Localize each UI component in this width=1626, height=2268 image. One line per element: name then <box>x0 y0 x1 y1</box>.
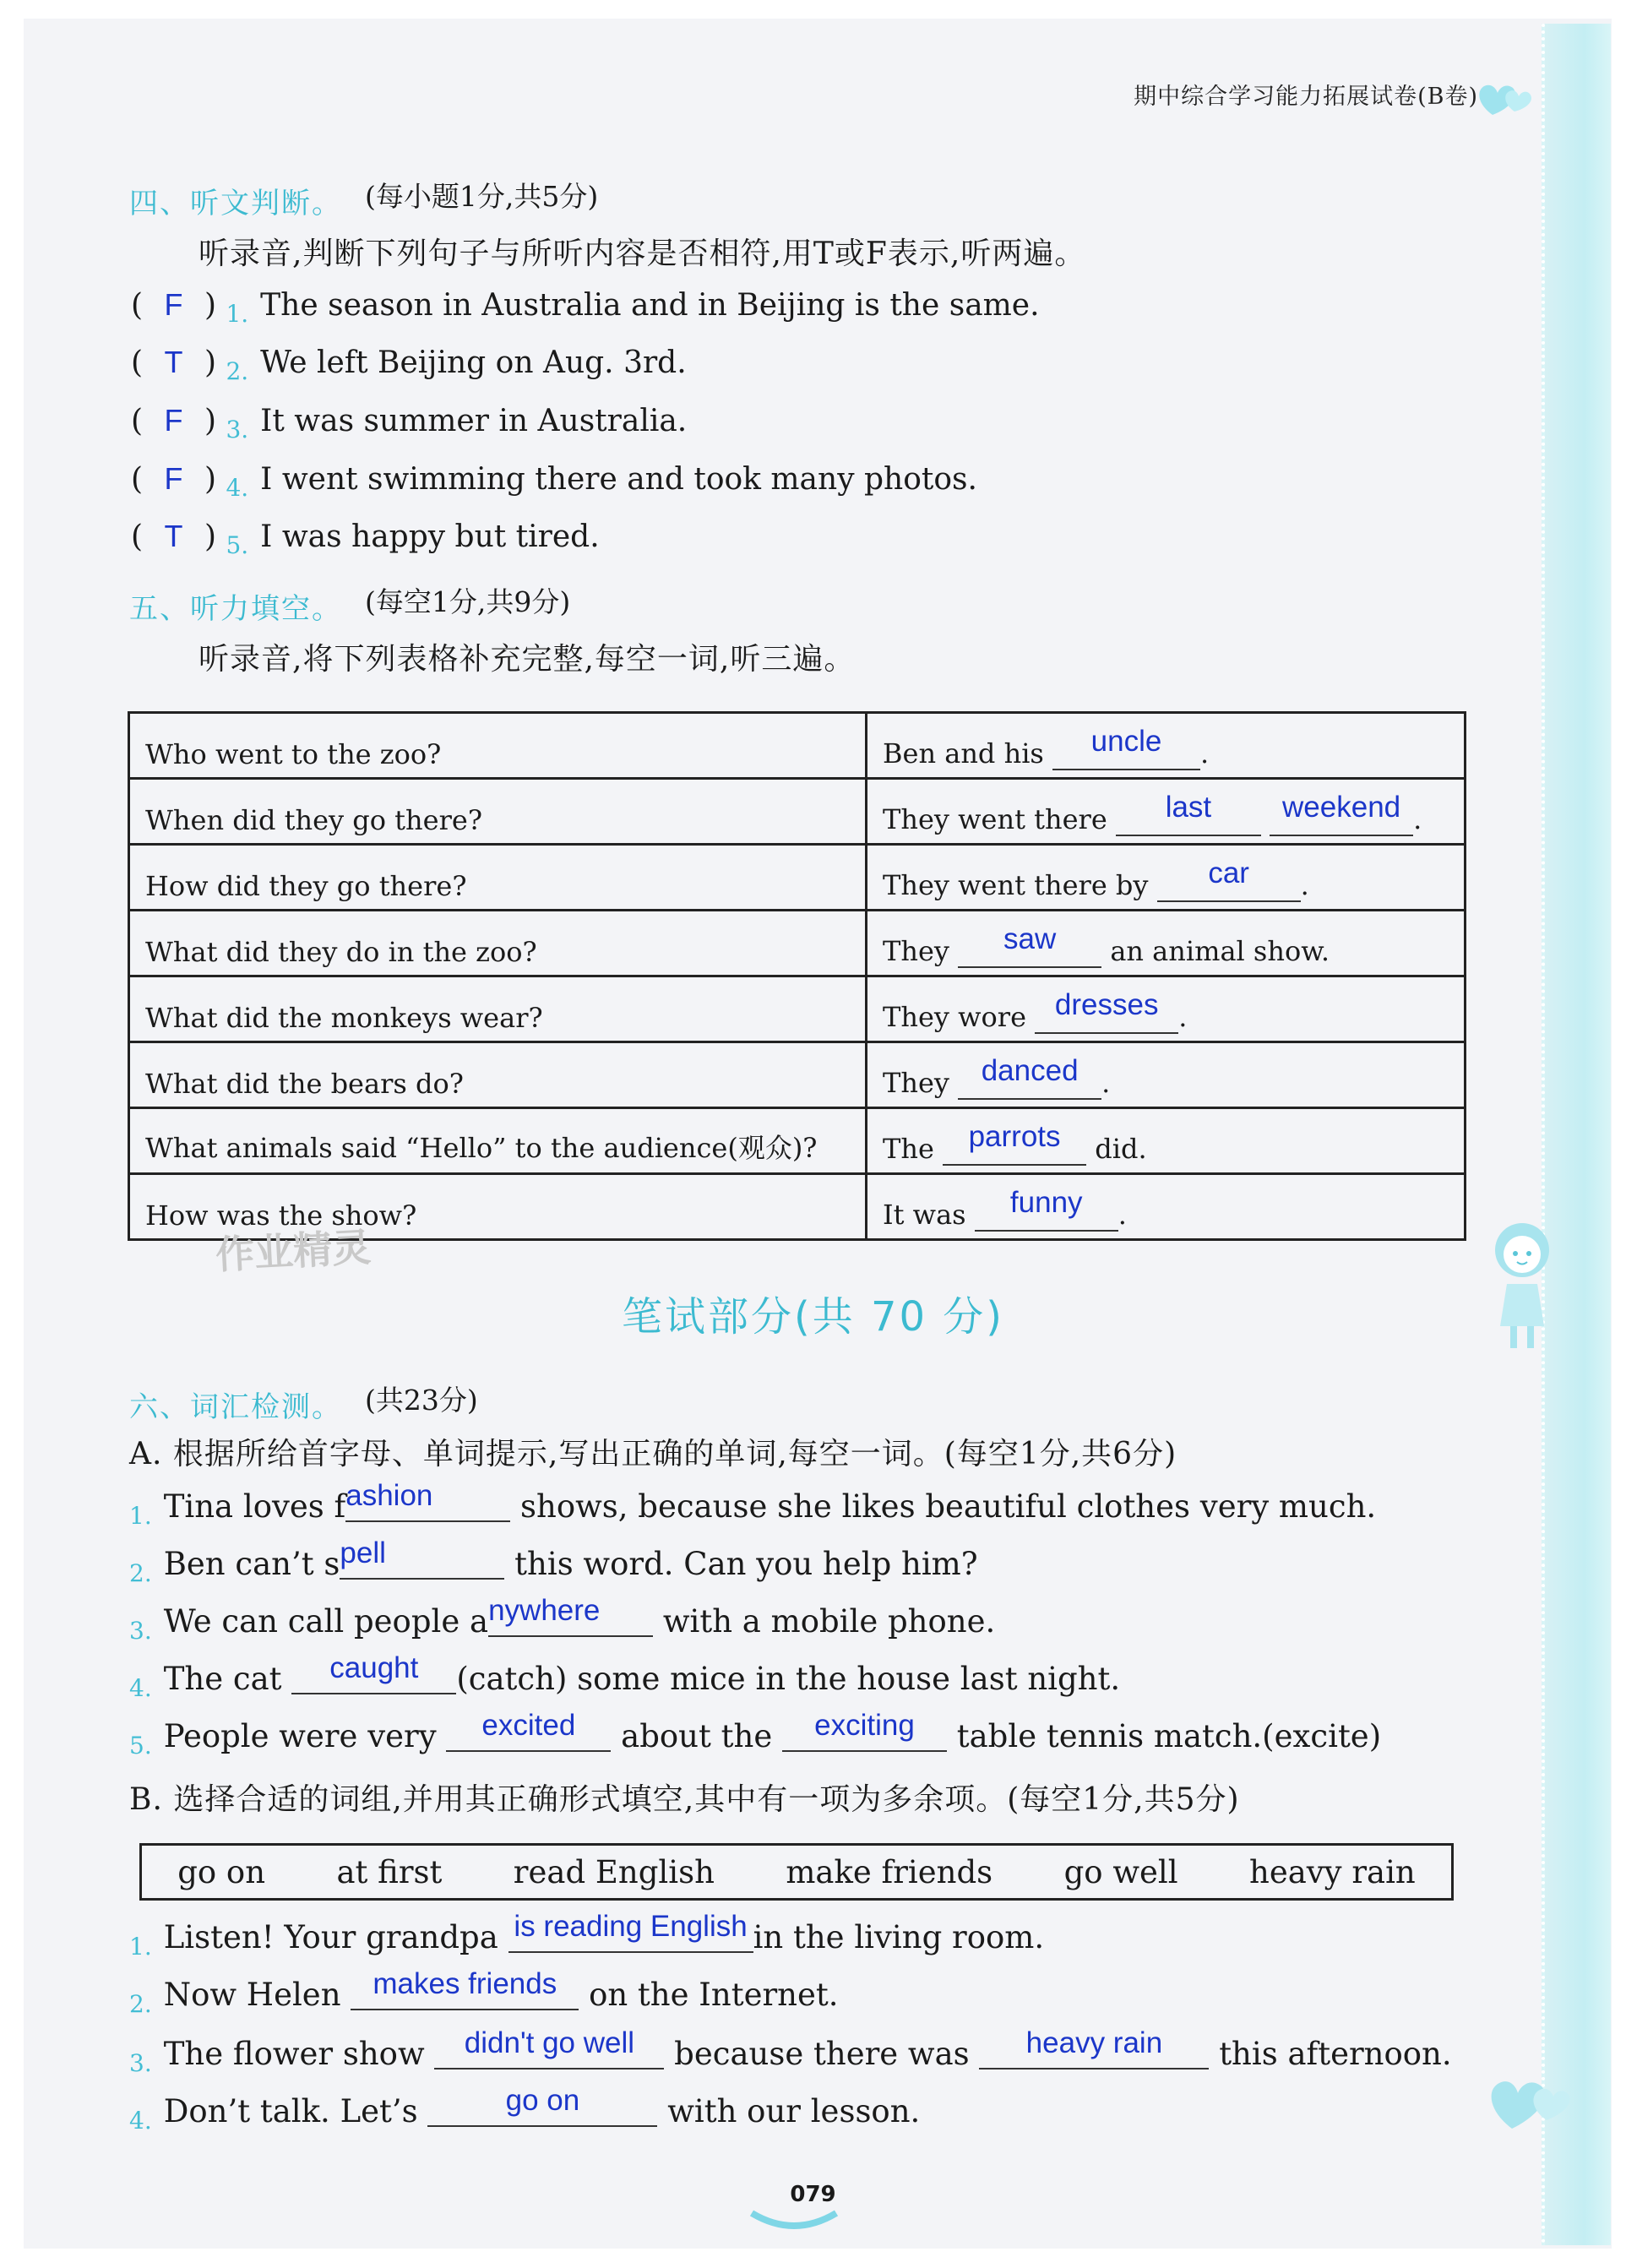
tf-item-5: ( T ) 5. I was happy but tired. <box>131 519 600 559</box>
table-answer-cell <box>867 845 1466 911</box>
table-question: When did they go there? <box>129 779 867 845</box>
sentence-prefix: Tina loves f <box>163 1488 346 1525</box>
sentence-suffix: in the living room. <box>753 1919 1045 1955</box>
handwritten-answer: danced <box>981 1054 1079 1087</box>
phrase-option: heavy rain <box>1248 1853 1416 1890</box>
handwritten-answer: ashion <box>345 1479 433 1512</box>
answer-suffix: . <box>1178 1001 1188 1033</box>
handwritten-answer: car <box>1208 857 1249 889</box>
question-number: 5. <box>129 1732 152 1759</box>
question-number: 1. <box>226 300 249 328</box>
handwritten-answer: weekend <box>1282 791 1401 824</box>
table-question: What did the bears do? <box>129 1042 867 1108</box>
answer-prefix: They <box>883 1067 949 1099</box>
table-answer-cell <box>867 911 1466 976</box>
heart-decoration-icon <box>1474 73 1542 123</box>
part-a-instruction: A. 根据所给首字母、单词提示,写出正确的单词,每空一词。(每空1分,共6分) <box>129 1437 1177 1471</box>
sentence-prefix: Don’t talk. Let’s <box>163 2093 418 2129</box>
handwritten-answer: uncle <box>1090 725 1162 758</box>
table-row <box>129 1108 1466 1174</box>
part-a-item-2 <box>129 1536 978 1587</box>
part-a-item-1 <box>129 1479 1377 1530</box>
handwritten-answer: didn't go well <box>464 2026 635 2059</box>
handwritten-answer: saw <box>1003 922 1057 955</box>
answer-prefix: They <box>883 935 949 967</box>
question-number: 5. <box>226 531 249 559</box>
answer-blank <box>446 1709 611 1752</box>
answer-prefix: Ben and his <box>883 737 1044 770</box>
sentence-suffix: table tennis match.(excite) <box>956 1718 1382 1754</box>
tf-answer: F <box>164 287 183 322</box>
sentence-suffix: on the Internet. <box>589 1977 839 2013</box>
tf-item-2: ( T ) 2. We left Beijing on Aug. 3rd. <box>131 345 687 385</box>
part-a-item-3 <box>129 1594 996 1645</box>
sentence-prefix: Listen! Your grandpa <box>163 1919 498 1955</box>
sentence-prefix: Ben can’t s <box>163 1546 340 1582</box>
answer-blank <box>340 1536 504 1580</box>
answer-blank <box>958 922 1101 968</box>
handwritten-answer: exciting <box>814 1709 915 1742</box>
tf-answer: T <box>164 519 183 553</box>
girl-cartoon-icon <box>1488 1208 1556 1360</box>
handwritten-answer: is reading English <box>514 1910 748 1943</box>
handwritten-answer: parrots <box>968 1120 1061 1153</box>
part-b-item-4 <box>129 2084 921 2135</box>
answer-blank <box>1270 791 1413 836</box>
table-question: Who went to the zoo? <box>129 713 867 779</box>
answer-prefix: They went there by <box>883 869 1149 901</box>
section-6-note: (共23分) <box>365 1384 478 1417</box>
handwritten-answer: go on <box>505 2084 580 2117</box>
answer-prefix: They wore <box>883 1001 1027 1033</box>
part-a-item-5 <box>129 1709 1382 1759</box>
section-5-title: 五、听力填空。 <box>129 592 342 626</box>
answer-blank <box>782 1709 947 1752</box>
answer-blank <box>291 1651 456 1694</box>
sentence-suffix: with a mobile phone. <box>662 1603 996 1640</box>
handwritten-answer: funny <box>1009 1186 1083 1219</box>
answer-blank <box>943 1120 1086 1166</box>
section-4-note: (每小题1分,共5分) <box>365 180 599 213</box>
handwritten-answer: excited <box>481 1709 576 1742</box>
answer-prefix: It was <box>883 1199 966 1231</box>
handwritten-answer: last <box>1165 791 1212 824</box>
question-number: 3. <box>226 416 249 443</box>
answer-suffix: . <box>1300 869 1309 901</box>
sentence-suffix: this afternoon. <box>1219 2036 1452 2072</box>
phrase-option: read English <box>513 1853 715 1890</box>
table-question: What did they do in the zoo? <box>129 911 867 976</box>
page-header-title: 期中综合学习能力拓展试卷(B卷) <box>1134 84 1478 110</box>
answer-blank <box>958 1054 1101 1100</box>
sentence-prefix: Now Helen <box>163 1977 341 2013</box>
question-number: 4. <box>129 1674 152 1702</box>
decorative-side-strip <box>1542 24 1611 2245</box>
handwritten-answer: caught <box>329 1651 419 1684</box>
tf-statement: We left Beijing on Aug. 3rd. <box>260 345 687 380</box>
written-part-title: 笔试部分(共 70 分) <box>621 1293 1005 1341</box>
answer-blank <box>1116 791 1261 836</box>
part-b-instruction: B. 选择合适的词组,并用其正确形式填空,其中有一项为多余项。(每空1分,共5分) <box>129 1782 1240 1817</box>
tf-item-3: ( F ) 3. It was summer in Australia. <box>131 403 688 443</box>
phrase-option: at first <box>336 1853 443 1890</box>
question-number: 2. <box>129 1559 152 1587</box>
page-number-swoosh-icon <box>743 2205 845 2238</box>
sentence-prefix: We can call people a <box>163 1603 489 1640</box>
sentence-suffix: with our lesson. <box>667 2093 921 2129</box>
table-row <box>129 713 1466 779</box>
heart-bottom-decoration-icon <box>1482 2061 1575 2137</box>
tf-statement: The season in Australia and in Beijing is the same. <box>260 288 1040 323</box>
sentence-suffix: shows, because she likes beautiful clothes very much. <box>520 1488 1377 1525</box>
table-answer-cell <box>867 1108 1466 1174</box>
tf-statement: I was happy but tired. <box>260 519 600 554</box>
table-row <box>129 976 1466 1042</box>
answer-blank <box>508 1910 753 1953</box>
answer-blank <box>434 2026 664 2069</box>
table-answer-cell <box>867 1174 1466 1240</box>
sentence-middle: about the <box>621 1718 773 1754</box>
table-answer-cell <box>867 713 1466 779</box>
answer-blank <box>345 1479 510 1522</box>
question-number: 1. <box>129 1502 152 1530</box>
part-a-item-4 <box>129 1651 1121 1702</box>
handwritten-answer: nywhere <box>488 1594 601 1627</box>
question-number: 2. <box>129 1990 152 2018</box>
page-number: 079 <box>790 2182 836 2207</box>
section-5-instruction: 听录音,将下列表格补充完整,每空一词,听三遍。 <box>198 642 856 677</box>
handwritten-answer: pell <box>340 1536 386 1569</box>
answer-suffix: did. <box>1095 1133 1147 1165</box>
sentence-suffix: (catch) some mice in the house last night. <box>456 1661 1121 1697</box>
question-number: 1. <box>129 1933 152 1961</box>
sentence-prefix: The cat <box>163 1661 282 1697</box>
question-number: 2. <box>226 357 249 385</box>
answer-prefix: The <box>883 1133 934 1165</box>
tf-statement: I went swimming there and took many photos. <box>260 462 977 497</box>
table-row <box>129 911 1466 976</box>
table-answer-cell <box>867 976 1466 1042</box>
table-answer-cell <box>867 1042 1466 1108</box>
section-5-note: (每空1分,共9分) <box>365 585 571 618</box>
sentence-prefix: People were very <box>163 1718 437 1754</box>
tf-answer: F <box>164 461 183 496</box>
question-number: 3. <box>129 2049 152 2077</box>
answer-blank <box>427 2084 657 2127</box>
part-b-item-3 <box>129 2026 1452 2077</box>
sentence-prefix: The flower show <box>163 2036 425 2072</box>
phrase-bank <box>139 1843 1454 1901</box>
answer-suffix: . <box>1118 1199 1127 1231</box>
answer-blank <box>1035 988 1178 1034</box>
phrase-option: go well <box>1063 1853 1178 1890</box>
answer-blank <box>1052 725 1200 770</box>
part-b-item-2 <box>129 1967 839 2018</box>
answer-suffix: an animal show. <box>1110 935 1330 967</box>
table-question: How did they go there? <box>129 845 867 911</box>
listening-table <box>128 711 1466 1241</box>
tf-answer: F <box>164 403 183 438</box>
table-row <box>129 1042 1466 1108</box>
tf-statement: It was summer in Australia. <box>260 404 688 438</box>
handwritten-answer: makes friends <box>373 1967 557 2000</box>
handwritten-answer: dresses <box>1054 988 1159 1021</box>
tf-answer: T <box>164 345 183 379</box>
table-row <box>129 779 1466 845</box>
answer-suffix: . <box>1413 803 1422 835</box>
handwritten-answer: heavy rain <box>1025 2026 1163 2059</box>
sentence-middle: because there was <box>674 2036 970 2072</box>
tf-item-4: ( F ) 4. I went swimming there and took many photos. <box>131 461 977 502</box>
section-4-instruction: 听录音,判断下列句子与所听内容是否相符,用T或F表示,听两遍。 <box>198 237 1086 271</box>
table-row <box>129 845 1466 911</box>
answer-blank <box>979 2026 1209 2069</box>
table-question: How was the show? <box>129 1174 867 1240</box>
table-answer-cell <box>867 779 1466 845</box>
answer-blank <box>488 1594 653 1637</box>
answer-suffix: . <box>1200 737 1210 770</box>
answer-prefix: They went there <box>883 803 1107 835</box>
table-question: What animals said “Hello” to the audience(观众)? <box>129 1108 867 1174</box>
answer-blank <box>351 1967 579 2010</box>
answer-blank <box>1157 857 1301 902</box>
table-question: What did the monkeys wear? <box>129 976 867 1042</box>
watermark-logo: 作业精灵 <box>214 1224 373 1278</box>
part-b-item-1 <box>129 1910 1045 1961</box>
question-number: 4. <box>226 474 249 502</box>
tf-item-1: ( F ) 1. The season in Australia and in Beijing is the same. <box>131 287 1040 328</box>
answer-suffix: . <box>1101 1067 1111 1099</box>
question-number: 3. <box>129 1617 152 1645</box>
phrase-option: make friends <box>786 1853 993 1890</box>
answer-blank <box>975 1186 1118 1232</box>
section-4-title: 四、听文判断。 <box>129 187 342 220</box>
sentence-suffix: this word. Can you help him? <box>514 1546 978 1582</box>
section-6-title: 六、词汇检测。 <box>129 1390 342 1424</box>
question-number: 4. <box>129 2107 152 2135</box>
phrase-option: go on <box>177 1853 266 1890</box>
